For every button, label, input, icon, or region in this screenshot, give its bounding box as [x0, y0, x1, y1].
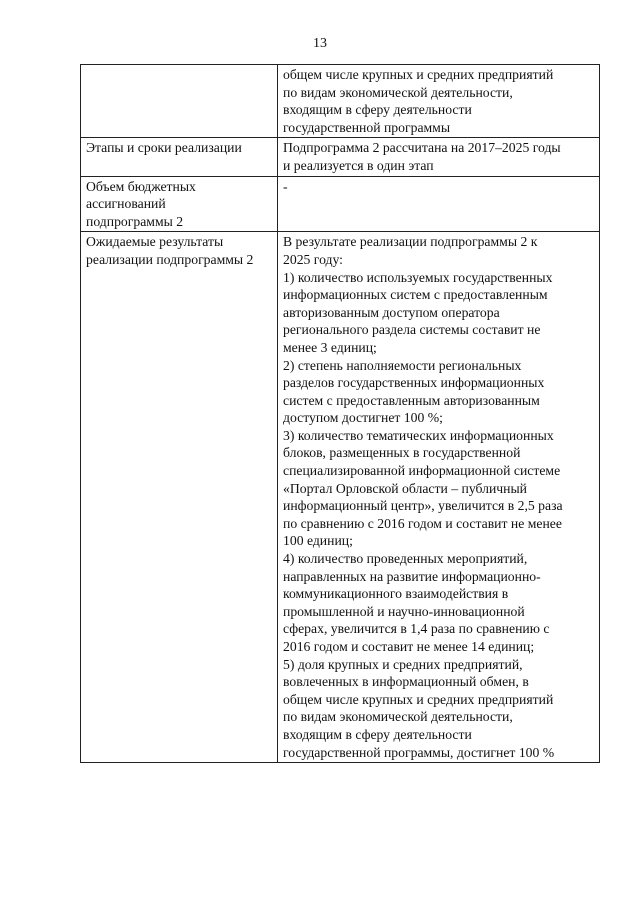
value-line: Подпрограмма 2 рассчитана на 2017–2025 годы	[283, 140, 561, 156]
passport-table	[80, 64, 600, 763]
value-line: доступом достигнет 100 %;	[283, 410, 443, 426]
value-line: сферах, увеличится в 1,4 раза по сравнению с	[283, 621, 550, 637]
value-line: и реализуется в один этап	[283, 157, 434, 173]
value-line: вовлеченных в информационный обмен, в	[283, 674, 529, 690]
value-line: информационных систем с предоставленным	[283, 287, 548, 303]
value-line: менее 3 единиц;	[283, 339, 377, 355]
label-line: подпрограммы 2	[86, 213, 184, 229]
value-line: 5) доля крупных и средних предприятий,	[283, 656, 523, 672]
table-row	[81, 176, 600, 232]
value-line: авторизованным доступом оператора	[283, 304, 500, 320]
row-value-cell	[278, 176, 600, 232]
value-line: информационный центр», увеличится в 2,5 раза	[283, 498, 563, 514]
value-line: входящим в сферу деятельности	[283, 102, 472, 118]
table-row	[81, 65, 600, 138]
row-label-cell	[81, 138, 278, 176]
value-line: по видам экономической деятельности,	[283, 709, 513, 725]
value-line: «Портал Орловской области – публичный	[283, 480, 527, 496]
value-line: государственной программы, достигнет 100 %	[283, 744, 555, 760]
value-line: входящим в сферу деятельности	[283, 726, 472, 742]
value-line: по видам экономической деятельности,	[283, 84, 513, 100]
value-line: В результате реализации подпрограммы 2 к	[283, 234, 538, 250]
page-number: 13	[313, 36, 327, 51]
value-line: блоков, размещенных в государственной	[283, 445, 521, 461]
value-line: 3) количество тематических информационных	[283, 427, 554, 443]
value-line: коммуникационного взаимодействия в	[283, 586, 509, 602]
table-row	[81, 232, 600, 763]
value-line: систем с предоставленным авторизованным	[283, 392, 540, 408]
row-label-cell	[81, 176, 278, 232]
value-line: 100 единиц;	[283, 533, 353, 549]
value-line: 4) количество проведенных мероприятий,	[283, 551, 528, 567]
value-line: 2) степень наполняемости региональных	[283, 357, 522, 373]
value-line: 1) количество используемых государственных	[283, 269, 553, 285]
value-line: общем числе крупных и средних предприятий	[283, 691, 554, 707]
value-line: государственной программы	[283, 119, 451, 135]
value-line: -	[283, 178, 288, 194]
value-line: регионального раздела системы составит не	[283, 322, 541, 338]
label-line: Объем бюджетных	[86, 178, 196, 194]
row-value-cell	[278, 232, 600, 763]
value-line: общем числе крупных и средних предприятий	[283, 67, 554, 82]
label-line: Этапы и сроки реализации	[86, 140, 242, 156]
label-line: Ожидаемые результаты	[86, 234, 224, 250]
value-line: промышленной и научно-инновационной	[283, 603, 525, 619]
row-label-cell	[81, 65, 278, 138]
row-value-cell	[278, 65, 600, 138]
value-line: разделов государственных информационных	[283, 375, 545, 391]
value-line: направленных на развитие информационно-	[283, 568, 541, 584]
row-value-cell	[278, 138, 600, 176]
value-line: 2016 годом и составит не менее 14 единиц;	[283, 639, 535, 654]
value-line: 2025 году:	[283, 251, 343, 267]
value-line: специализированной информационной системе	[283, 463, 561, 479]
label-line: ассигнований	[86, 196, 166, 212]
table-row	[81, 138, 600, 176]
value-line: по сравнению с 2016 годом и составит не менее	[283, 515, 562, 531]
row-label-cell	[81, 232, 278, 763]
label-line: реализации подпрограммы 2	[86, 251, 254, 267]
